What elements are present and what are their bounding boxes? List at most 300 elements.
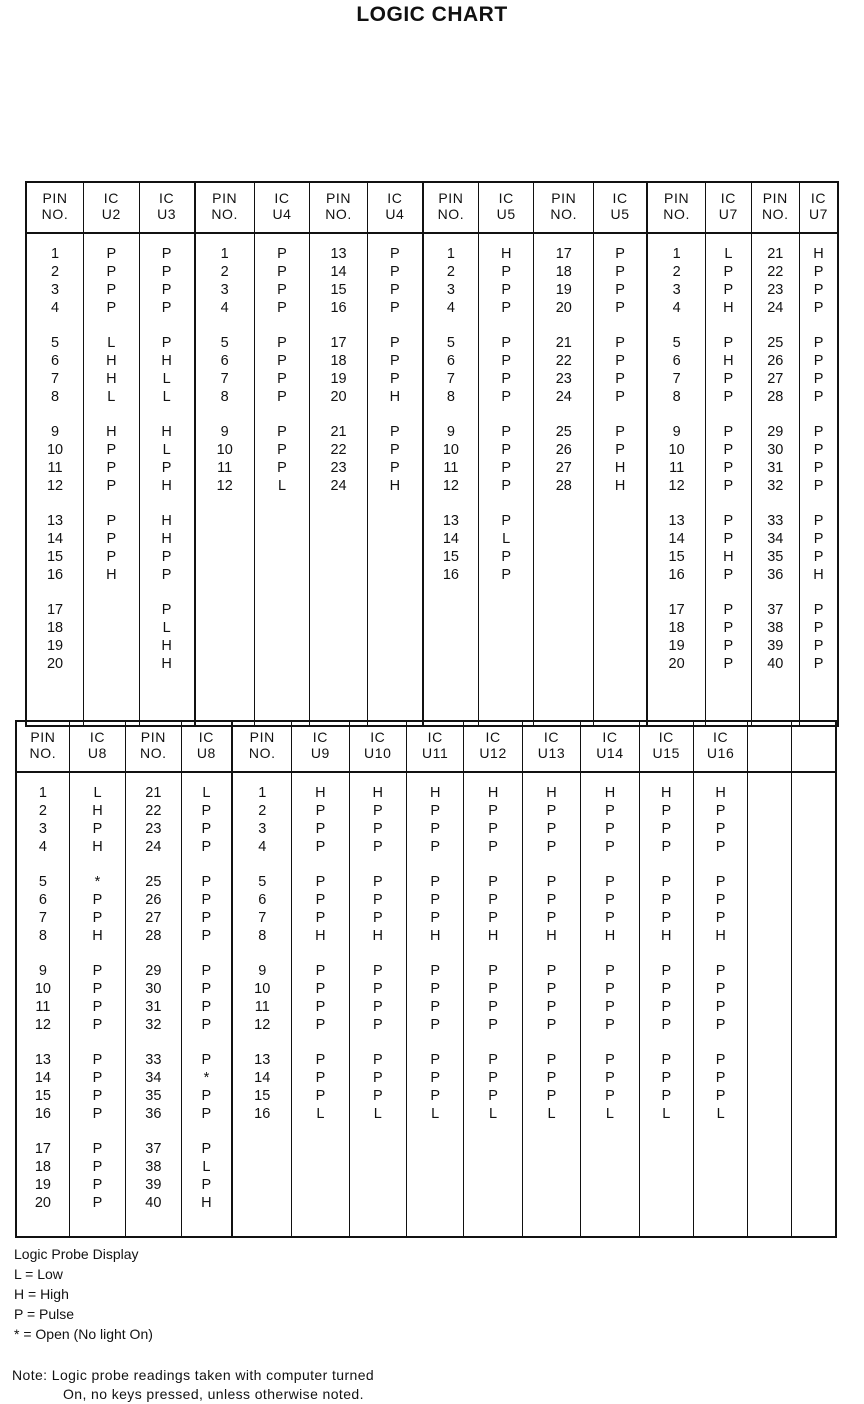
probe-reading: P — [92, 892, 103, 908]
probe-reading: L — [162, 371, 171, 387]
probe-reading: H — [161, 424, 172, 440]
row-group — [27, 601, 83, 673]
probe-reading: P — [546, 999, 557, 1015]
probe-reading: H — [161, 513, 172, 529]
probe-reading: P — [605, 1088, 615, 1104]
pin-number: 9 — [50, 424, 60, 440]
row-group — [27, 245, 83, 317]
probe-reading: P — [277, 282, 287, 298]
pin-number: 8 — [220, 389, 229, 405]
probe-reading: P — [315, 892, 326, 908]
pin-number: 12 — [668, 478, 685, 494]
column-pin-no — [16, 772, 69, 1237]
pin-number: 26 — [555, 442, 572, 458]
pin-number: 19 — [34, 1177, 51, 1193]
probe-reading: P — [546, 963, 557, 979]
column-header-line: U7 — [718, 206, 738, 222]
pin-number: 39 — [767, 638, 784, 654]
probe-reading: P — [430, 1088, 441, 1104]
row-group — [182, 784, 232, 856]
probe-reading: P — [161, 602, 172, 618]
pin-number: 18 — [555, 264, 572, 280]
note-line-2: On, no keys pressed, unless otherwise noted. — [63, 1386, 364, 1402]
column-header-line: U5 — [496, 206, 516, 222]
column-header-line: PIN — [325, 190, 352, 206]
column-header-line: PIN — [438, 190, 464, 206]
column-header-u13 — [522, 721, 580, 772]
row-group — [752, 245, 799, 317]
row-group — [292, 962, 348, 1034]
probe-reading: P — [501, 300, 512, 316]
pin-number: 23 — [330, 460, 347, 476]
row-group — [581, 962, 638, 1034]
probe-reading: L — [316, 1106, 325, 1122]
pin-number: 13 — [668, 513, 685, 529]
probe-reading: P — [372, 803, 383, 819]
column-header-line: U15 — [652, 745, 681, 761]
row-group — [640, 873, 693, 945]
row-group — [523, 784, 580, 856]
probe-reading: P — [315, 839, 326, 855]
probe-reading: P — [315, 910, 326, 926]
row-group — [581, 784, 638, 856]
pin-number: 3 — [38, 821, 47, 837]
probe-reading: P — [723, 478, 734, 494]
probe-reading: P — [813, 371, 824, 387]
pin-number: 24 — [555, 389, 572, 405]
probe-reading: H — [604, 785, 616, 801]
pin-number: 4 — [258, 839, 267, 855]
probe-reading: P — [315, 874, 326, 890]
column-header-line: PIN — [140, 729, 166, 745]
pin-number: 3 — [258, 821, 267, 837]
probe-reading: P — [723, 335, 734, 351]
probe-reading: P — [723, 620, 734, 636]
pin-number: 19 — [46, 638, 64, 654]
column-header-u9 — [292, 721, 349, 772]
probe-reading: P — [315, 1088, 326, 1104]
column-header-line: U4 — [272, 206, 292, 222]
pin-number: 30 — [145, 981, 162, 997]
pin-number: 8 — [50, 389, 60, 405]
legend-title: Logic Probe Display — [14, 1246, 139, 1262]
pin-number: 31 — [767, 460, 784, 476]
probe-reading: P — [661, 1070, 672, 1086]
pin-number: 9 — [220, 424, 229, 440]
row-group — [534, 245, 593, 317]
column-header-u15 — [639, 721, 693, 772]
probe-reading: H — [604, 928, 616, 944]
probe-reading: P — [501, 389, 512, 405]
probe-reading: H — [723, 353, 734, 369]
probe-reading: P — [201, 1106, 212, 1122]
logic-chart-top-table — [25, 181, 839, 727]
pin-number: 15 — [330, 282, 347, 298]
probe-reading: P — [430, 1017, 441, 1033]
probe-reading: P — [106, 442, 117, 458]
probe-reading: P — [661, 1017, 672, 1033]
probe-reading: H — [723, 300, 734, 316]
pin-number: 2 — [672, 264, 681, 280]
pin-number: 12 — [442, 478, 459, 494]
row-group — [182, 1051, 232, 1123]
probe-reading: P — [106, 513, 117, 529]
row-group — [70, 873, 125, 945]
probe-reading: P — [813, 549, 824, 565]
row-group — [368, 423, 422, 495]
row-group — [694, 962, 747, 1034]
pin-number: 34 — [145, 1070, 162, 1086]
pin-number: 34 — [767, 531, 784, 547]
pin-number: 19 — [668, 638, 685, 654]
probe-reading: P — [605, 1070, 615, 1086]
pin-number: 10 — [216, 442, 233, 458]
column-header-u7 — [800, 182, 838, 233]
column-header-u14 — [581, 721, 639, 772]
pin-number: 13 — [46, 513, 64, 529]
column-header-pin-no — [126, 721, 181, 772]
probe-reading: P — [488, 821, 498, 837]
pin-number: 33 — [145, 1052, 162, 1068]
probe-reading: L — [716, 1106, 725, 1122]
pin-number: 15 — [46, 549, 64, 565]
probe-reading: H — [92, 803, 103, 819]
probe-reading: P — [715, 1017, 726, 1033]
pin-number: 10 — [442, 442, 459, 458]
column-header-pin-no — [195, 182, 255, 233]
pin-number: 24 — [330, 478, 347, 494]
row-group — [706, 423, 750, 495]
probe-reading: P — [546, 1088, 557, 1104]
pin-number: 16 — [46, 567, 64, 583]
column-header-line: IC — [370, 729, 386, 745]
row-group — [694, 873, 747, 945]
probe-reading: P — [615, 335, 625, 351]
row-group — [17, 1051, 69, 1123]
pin-number: 35 — [145, 1088, 162, 1104]
probe-reading: L — [162, 620, 171, 636]
row-group — [70, 1051, 125, 1123]
probe-reading: P — [106, 282, 117, 298]
column-u5 — [478, 233, 534, 726]
probe-reading: P — [201, 1017, 212, 1033]
probe-reading: P — [372, 1052, 383, 1068]
pin-number: 11 — [35, 999, 51, 1015]
probe-reading: P — [715, 981, 726, 997]
column-u16 — [693, 772, 747, 1237]
probe-reading: P — [277, 300, 287, 316]
pin-number: 20 — [668, 656, 685, 672]
pin-number: 18 — [34, 1159, 51, 1175]
pin-number: 18 — [330, 353, 347, 369]
probe-reading: P — [723, 638, 734, 654]
probe-reading: P — [546, 874, 557, 890]
row-group — [17, 1140, 69, 1212]
pin-number: 11 — [254, 999, 270, 1015]
probe-reading: P — [488, 1017, 498, 1033]
row-group — [70, 1140, 125, 1212]
probe-reading: P — [372, 1088, 383, 1104]
probe-reading: P — [315, 1052, 326, 1068]
pin-number: 36 — [145, 1106, 162, 1122]
probe-reading: P — [661, 821, 672, 837]
pin-number: 2 — [38, 803, 47, 819]
probe-reading: L — [277, 478, 287, 494]
probe-reading: H — [161, 638, 172, 654]
pin-number: 12 — [46, 478, 64, 494]
column-header-line: U8 — [87, 745, 108, 761]
pin-number: 5 — [220, 335, 229, 351]
pin-number: 32 — [767, 478, 784, 494]
probe-reading: H — [723, 549, 734, 565]
column-pin-no — [126, 772, 181, 1237]
probe-reading: P — [501, 442, 512, 458]
probe-reading: L — [502, 531, 511, 547]
row-group — [800, 512, 837, 584]
probe-reading: P — [546, 910, 557, 926]
row-group — [27, 512, 83, 584]
column-header-line: NO. — [41, 206, 69, 222]
row-group — [581, 873, 638, 945]
probe-reading: P — [92, 1177, 103, 1193]
column-header-line: IC — [387, 190, 403, 206]
probe-reading: P — [277, 264, 287, 280]
probe-reading: P — [488, 1052, 498, 1068]
column-header-line: IC — [427, 729, 443, 745]
probe-reading: P — [723, 264, 734, 280]
pin-number: 1 — [38, 785, 47, 801]
row-group — [800, 245, 837, 317]
column-header-line: IC — [543, 729, 560, 745]
probe-reading: * — [94, 874, 101, 890]
pin-number: 7 — [50, 371, 60, 387]
table-header-row — [26, 182, 838, 233]
pin-number: 8 — [38, 928, 47, 944]
pin-number: 4 — [220, 300, 229, 316]
row-group — [534, 334, 593, 406]
pin-number: 21 — [330, 424, 347, 440]
column-header-line: IC — [103, 190, 119, 206]
column-u3 — [139, 233, 195, 726]
column-header-line: PIN — [212, 190, 238, 206]
probe-reading: H — [106, 371, 117, 387]
pin-number: 29 — [767, 424, 784, 440]
probe-reading: P — [161, 335, 172, 351]
pin-number: 17 — [555, 246, 572, 262]
probe-reading: L — [605, 1106, 614, 1122]
pin-number: 38 — [145, 1159, 162, 1175]
row-group — [140, 423, 194, 495]
probe-reading: H — [161, 656, 172, 672]
pin-number: 16 — [442, 567, 459, 583]
pin-number: 7 — [258, 910, 267, 926]
legend — [14, 1244, 153, 1344]
row-group — [84, 334, 139, 406]
pin-number: 14 — [254, 1070, 271, 1086]
pin-number: 9 — [446, 424, 455, 440]
row-group — [523, 873, 580, 945]
row-group — [464, 873, 521, 945]
pin-number: 20 — [330, 389, 347, 405]
probe-reading: P — [661, 1052, 672, 1068]
probe-reading: H — [201, 1195, 212, 1211]
pin-number: 10 — [34, 981, 51, 997]
probe-reading: P — [488, 981, 498, 997]
column-header-pin-no — [26, 182, 84, 233]
pin-number: 11 — [669, 460, 685, 476]
row-group — [17, 962, 69, 1034]
probe-reading: L — [162, 389, 171, 405]
probe-reading: P — [605, 892, 615, 908]
probe-reading: P — [92, 1195, 103, 1211]
pin-number: 25 — [555, 424, 572, 440]
row-group — [182, 962, 232, 1034]
probe-reading: P — [315, 803, 326, 819]
column-header-line: U11 — [421, 745, 449, 761]
probe-reading: P — [501, 424, 512, 440]
probe-reading: P — [315, 1017, 326, 1033]
row-group — [424, 423, 478, 495]
probe-reading: P — [615, 371, 625, 387]
probe-reading: P — [661, 981, 672, 997]
probe-reading: P — [605, 1017, 615, 1033]
probe-reading: P — [615, 389, 625, 405]
probe-reading: P — [546, 1070, 557, 1086]
row-group — [640, 784, 693, 856]
row-group — [752, 423, 799, 495]
column-u11 — [406, 772, 463, 1237]
pin-number: 16 — [668, 567, 685, 583]
row-group — [255, 245, 310, 317]
column-header-line: NO. — [248, 745, 276, 761]
pin-number: 38 — [767, 620, 784, 636]
probe-reading: P — [605, 910, 615, 926]
pin-number: 6 — [50, 353, 60, 369]
row-group — [752, 601, 799, 673]
column-header-u11 — [406, 721, 463, 772]
row-group — [407, 1051, 463, 1123]
probe-reading: P — [106, 549, 117, 565]
pin-number: 8 — [258, 928, 267, 944]
pin-number: 27 — [145, 910, 162, 926]
probe-reading: P — [715, 1070, 726, 1086]
pin-number: 37 — [767, 602, 784, 618]
probe-reading: P — [723, 513, 734, 529]
row-group — [424, 512, 478, 584]
probe-reading: P — [723, 389, 734, 405]
row-group — [70, 784, 125, 856]
column-header-line: U2 — [101, 206, 121, 222]
probe-reading: H — [487, 928, 499, 944]
pin-number: 5 — [38, 874, 47, 890]
pin-number: 13 — [254, 1052, 271, 1068]
probe-reading: H — [106, 567, 117, 583]
probe-reading: P — [488, 892, 498, 908]
probe-reading: P — [715, 803, 726, 819]
probe-reading: P — [546, 821, 557, 837]
legend-item-open: * = Open (No light On) — [14, 1326, 153, 1342]
column-header-line: IC — [498, 190, 514, 206]
row-group — [594, 245, 646, 317]
probe-reading: P — [201, 821, 212, 837]
probe-reading: H — [161, 478, 172, 494]
probe-reading: P — [501, 460, 512, 476]
probe-reading: P — [661, 803, 672, 819]
pin-number: 20 — [46, 656, 64, 672]
column-header-line: U14 — [596, 745, 624, 761]
pin-number: 11 — [47, 460, 63, 476]
probe-reading: P — [372, 963, 383, 979]
row-group — [648, 334, 705, 406]
probe-reading: P — [813, 602, 824, 618]
column-header-u5 — [478, 182, 534, 233]
row-group — [800, 334, 837, 406]
pin-number: 7 — [672, 371, 681, 387]
column-pin-no — [310, 233, 368, 726]
probe-reading: P — [813, 656, 824, 672]
probe-reading: P — [488, 999, 498, 1015]
row-group — [706, 512, 750, 584]
column-header-u5 — [594, 182, 648, 233]
probe-reading: P — [813, 513, 824, 529]
probe-reading: H — [546, 785, 557, 801]
row-group — [464, 962, 521, 1034]
probe-reading: P — [315, 963, 326, 979]
pin-number: 22 — [145, 803, 162, 819]
probe-reading: P — [430, 1052, 441, 1068]
probe-reading: H — [161, 531, 172, 547]
probe-reading: P — [201, 999, 212, 1015]
pin-number: 2 — [446, 264, 455, 280]
pin-number: 6 — [672, 353, 681, 369]
probe-reading: P — [201, 892, 212, 908]
legend-item-pulse: P = Pulse — [14, 1306, 75, 1322]
pin-number: 19 — [555, 282, 572, 298]
pin-number: 3 — [220, 282, 229, 298]
column-header-blank — [792, 721, 836, 772]
page-title: LOGIC CHART — [356, 3, 508, 26]
pin-number: 4 — [446, 300, 455, 316]
row-group — [752, 334, 799, 406]
row-group — [27, 423, 83, 495]
column-header-line: IC — [274, 190, 290, 206]
row-group — [126, 873, 180, 945]
probe-reading: P — [661, 1088, 672, 1104]
pin-number: 21 — [767, 246, 784, 262]
row-group — [479, 423, 534, 495]
probe-reading: P — [430, 981, 441, 997]
row-group — [694, 1051, 747, 1123]
pin-number: 39 — [145, 1177, 162, 1193]
pin-number: 14 — [442, 531, 459, 547]
pin-number: 33 — [767, 513, 784, 529]
pin-number: 5 — [50, 335, 60, 351]
probe-reading: P — [661, 874, 672, 890]
pin-number: 9 — [258, 963, 267, 979]
row-group — [140, 245, 194, 317]
pin-number: 26 — [767, 353, 784, 369]
probe-reading: P — [92, 1070, 103, 1086]
probe-reading: P — [723, 567, 734, 583]
pin-number: 30 — [767, 442, 784, 458]
probe-reading: P — [390, 282, 400, 298]
row-group — [581, 1051, 638, 1123]
probe-reading: P — [201, 910, 212, 926]
pin-number: 37 — [145, 1141, 162, 1157]
pin-number: 35 — [767, 549, 784, 565]
pin-number: 14 — [330, 264, 347, 280]
row-group — [350, 873, 406, 945]
